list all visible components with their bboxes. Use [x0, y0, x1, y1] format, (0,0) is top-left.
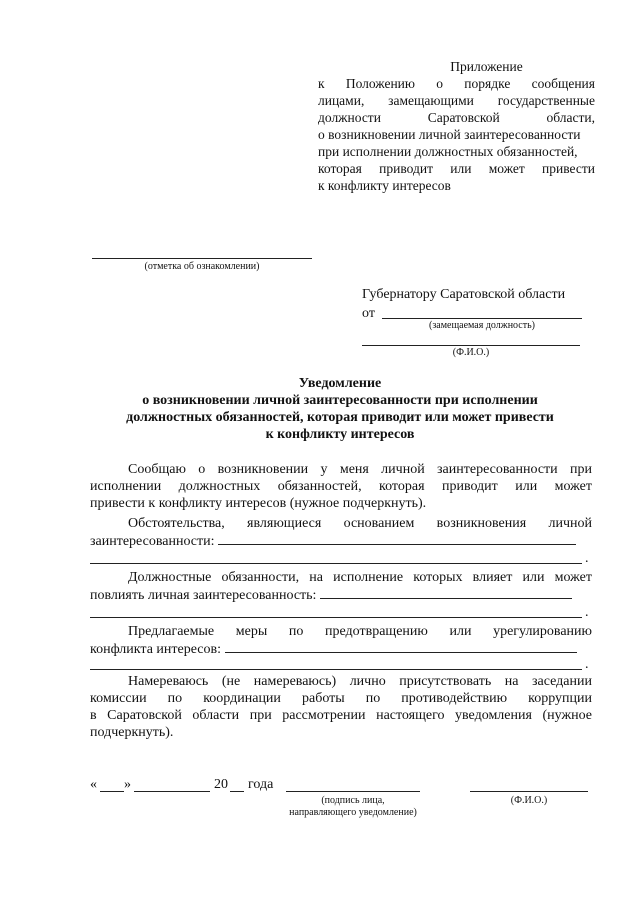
paragraph-circumstances [90, 515, 592, 550]
measures-label: конфликта интересов: [90, 642, 221, 657]
year-prefix: 20 [214, 777, 228, 792]
paragraph-attendance [90, 673, 592, 741]
appendix-title: Приложение [450, 59, 523, 74]
heading-line: Уведомление [298, 376, 382, 391]
duties-field[interactable] [320, 586, 572, 599]
text-line: в Саратовской области при рассмотрении настоящего уведомления (нужное [90, 708, 592, 723]
text-line [90, 532, 592, 550]
text-line: подчеркнуть). [90, 725, 174, 740]
text-line: Обстоятельства, являющиеся основанием возникновения личной [128, 516, 592, 531]
heading-line: о возникновении личной заинтересованности при исполнении [142, 393, 538, 408]
text-line: комиссии по координации работы по противодействию коррупции [90, 691, 592, 706]
period-mark: . [585, 605, 589, 620]
position-caption: (замещаемая должность) [428, 320, 535, 331]
text-line [90, 586, 592, 604]
name-line[interactable] [362, 345, 580, 346]
period-mark: . [585, 551, 589, 566]
appendix-line: должности Саратовской области, [318, 110, 595, 125]
month-field[interactable] [134, 791, 210, 792]
year-field[interactable] [230, 791, 244, 792]
period-mark: . [585, 657, 589, 672]
text-line: Предлагаемые меры по предотвращению или урегулированию [128, 624, 592, 639]
circumstances-label: заинтересованности: [90, 534, 215, 549]
document-heading [90, 375, 590, 443]
appendix-line: о возникновении личной заинтересованности [318, 127, 581, 142]
text-line: Сообщаю о возникновении у меня личной заинтересованности при [128, 462, 592, 477]
position-line[interactable] [382, 318, 582, 319]
duties-field-line2[interactable] [90, 617, 582, 618]
text-line [90, 640, 592, 658]
measures-field-line2[interactable] [90, 669, 582, 670]
acquaintance-line[interactable] [92, 258, 312, 259]
measures-field[interactable] [225, 640, 577, 653]
text-line: исполнении должностных обязанностей, которая приводит или может [90, 479, 592, 494]
fio-field[interactable] [470, 791, 588, 792]
heading-line: к конфликту интересов [265, 427, 415, 442]
circumstances-field-line2[interactable] [90, 563, 582, 564]
signature-caption: направляющего уведомление) [289, 807, 417, 818]
duties-label: повлиять личная заинтересованность: [90, 588, 317, 603]
signature-caption: (подпись лица, [321, 795, 385, 806]
appendix-line: лицами, замещающими государственные [318, 93, 595, 108]
addressee-to: Губернатору Саратовской области [362, 287, 566, 302]
heading-line: должностных обязанностей, которая приводит или может привести [126, 410, 554, 425]
appendix-line: при исполнении должностных обязанностей, [318, 144, 578, 159]
text-line: Намереваюсь (не намереваюсь) лично присутствовать на заседании [128, 674, 592, 689]
acquaintance-caption: (отметка об ознакомлении) [144, 261, 260, 272]
paragraph-measures [90, 623, 592, 658]
paragraph-notification [90, 461, 592, 512]
fio-caption: (Ф.И.О.) [510, 795, 548, 806]
year-suffix: года [248, 777, 274, 792]
addressee-from-label: от [362, 306, 375, 321]
quote-open: « [90, 777, 97, 792]
quote-close: » [124, 777, 131, 792]
day-field[interactable] [100, 791, 124, 792]
text-line: привести к конфликту интересов (нужное подчеркнуть). [90, 496, 427, 511]
text-line: Должностные обязанности, на исполнение которых влияет или может [128, 570, 592, 585]
appendix-line: которая приводит или может привести [318, 161, 595, 176]
paragraph-duties [90, 569, 592, 604]
appendix-block [318, 58, 595, 194]
name-caption: (Ф.И.О.) [452, 347, 490, 358]
appendix-line: к конфликту интересов [318, 178, 451, 193]
appendix-line: к Положению о порядке сообщения [318, 76, 595, 91]
signature-field[interactable] [286, 791, 420, 792]
circumstances-field[interactable] [218, 532, 576, 545]
